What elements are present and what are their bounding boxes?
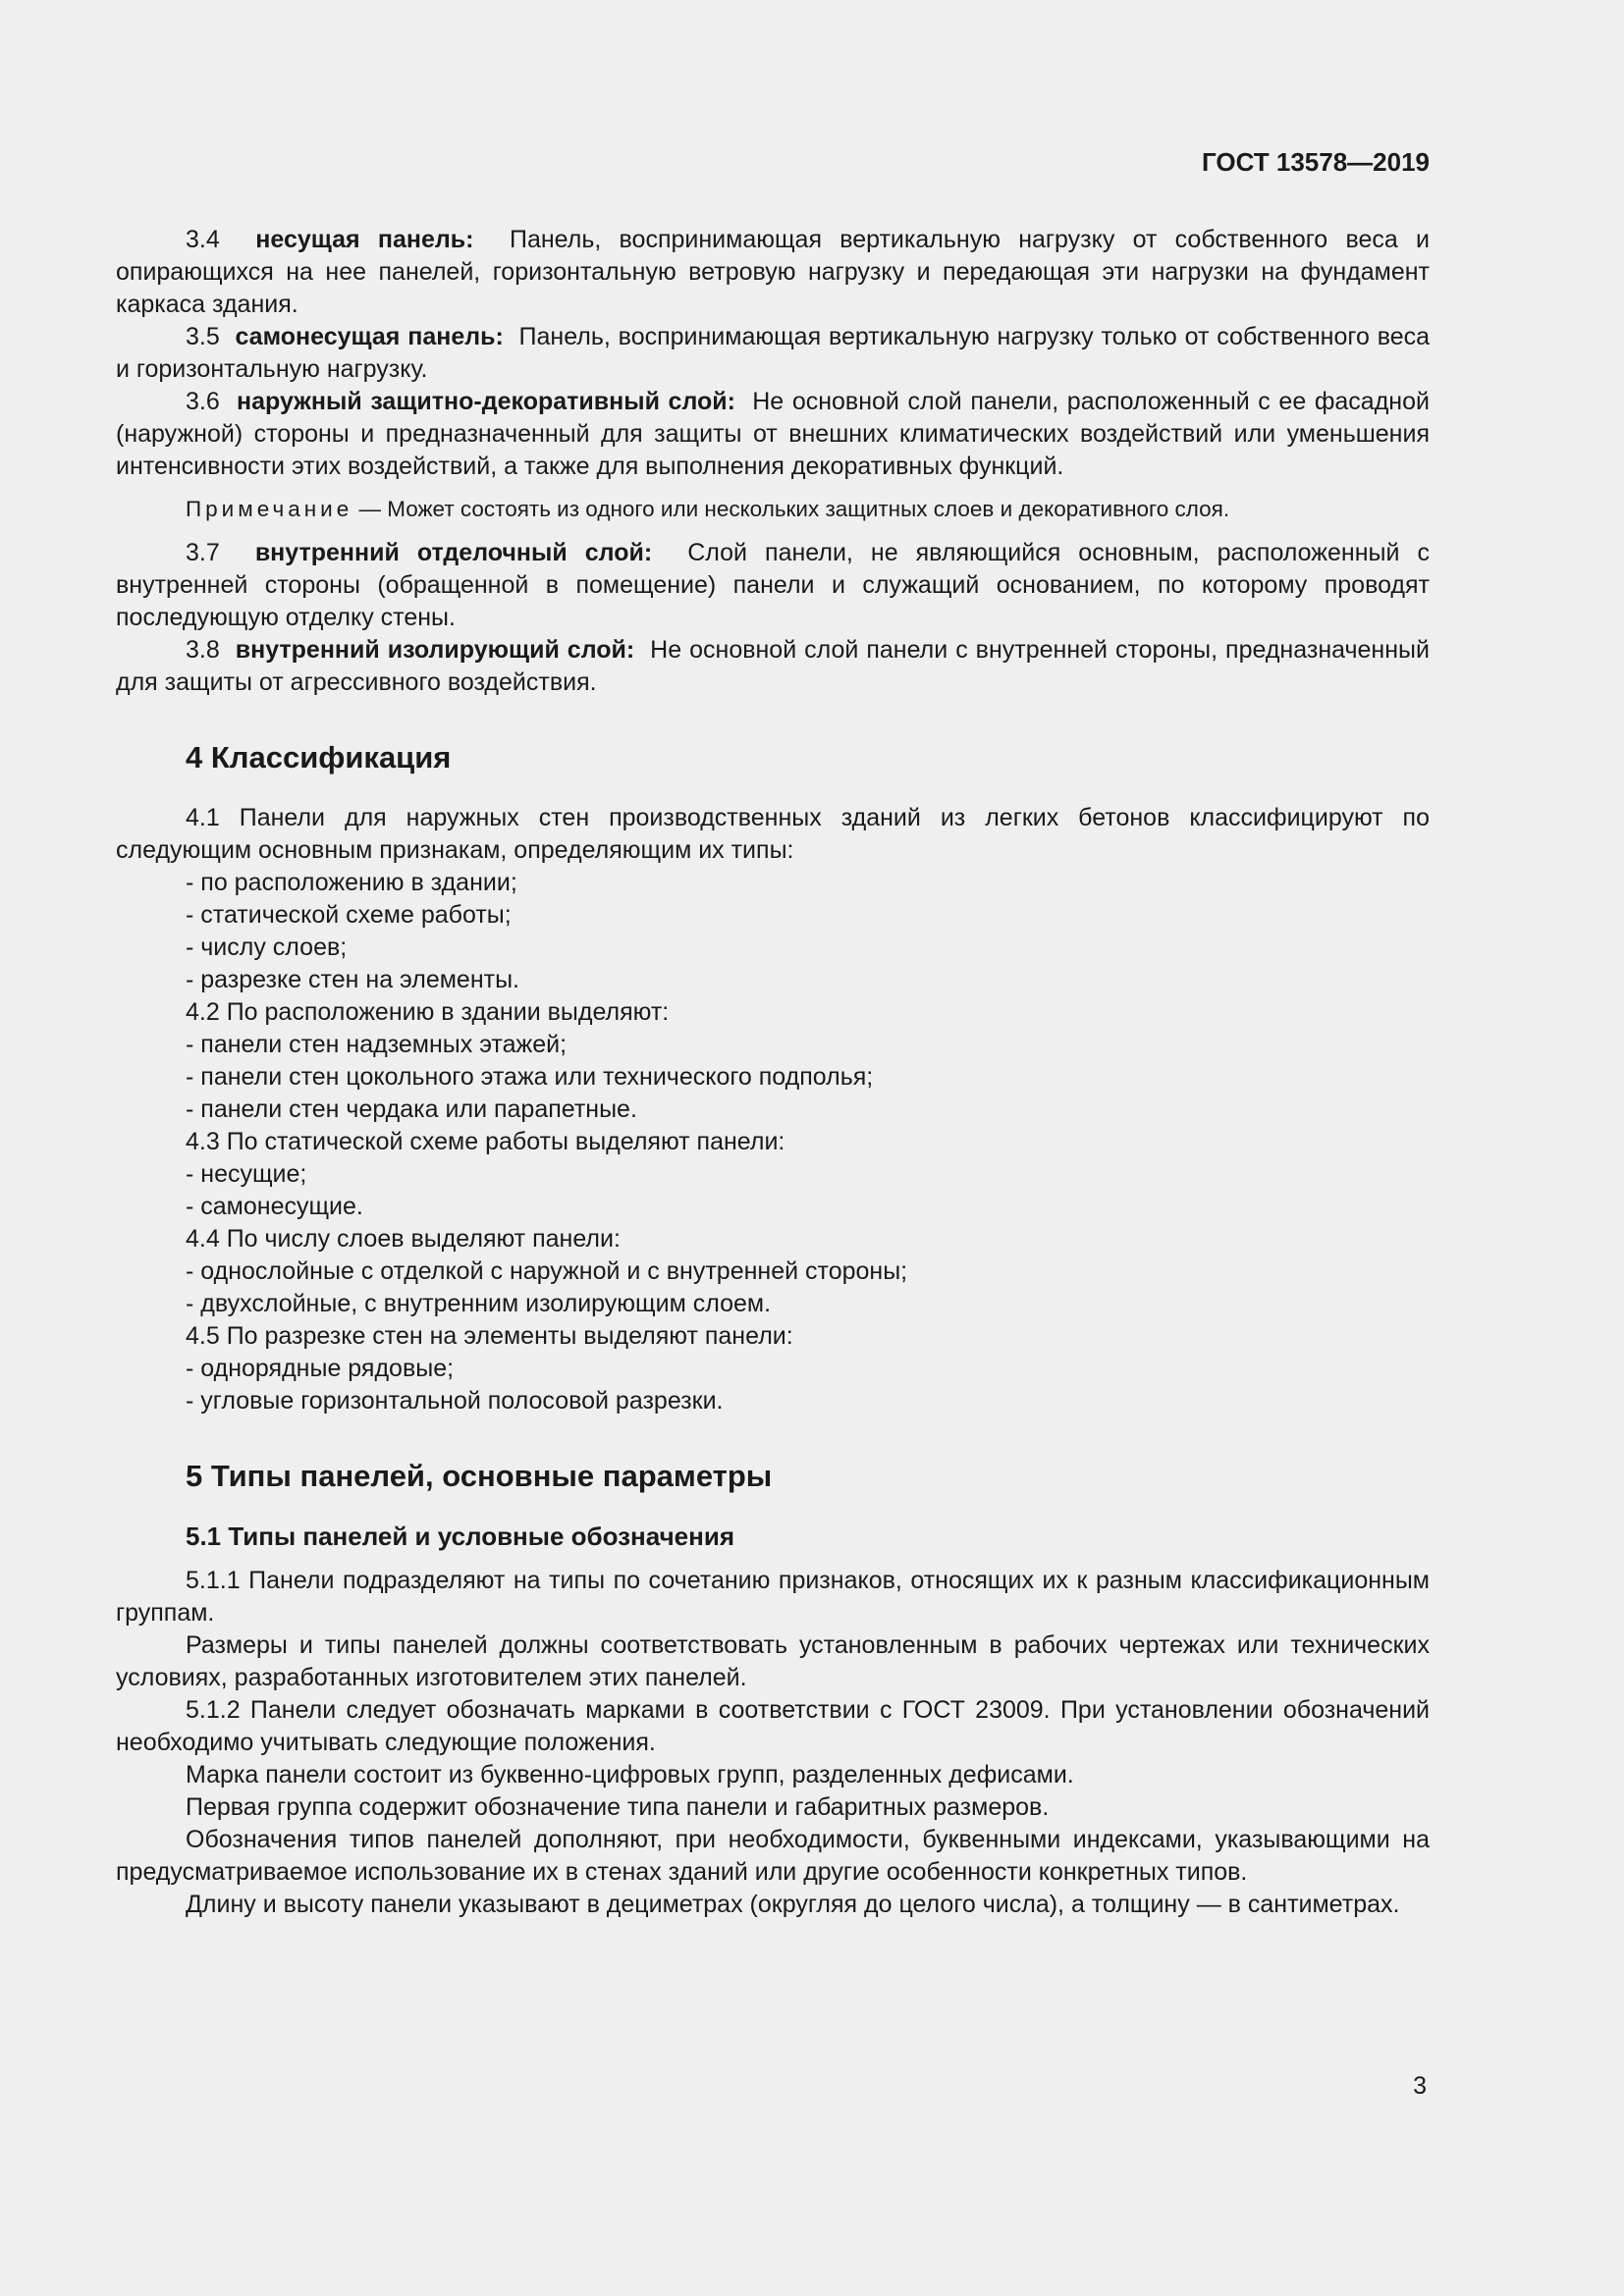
definition-3-5 — [116, 321, 1430, 386]
paragraph-4-4: 4.4 По числу слоев выделяют панели: — [186, 1225, 621, 1253]
paragraph-5-1-1: 5.1.1 Панели подразделяют на типы по сочетанию признаков, относящих их к разным классификационным группам. — [116, 1567, 1430, 1627]
list-item: - панели стен надземных этажей; — [116, 1029, 1430, 1061]
list-item: - однослойные с отделкой с наружной и с внутренней стороны; — [116, 1255, 1430, 1288]
section-4-heading: 4 Классификация — [186, 740, 452, 774]
def-num: 3.7 — [186, 539, 220, 566]
definition-3-7 — [116, 537, 1430, 634]
list-item: - панели стен чердака или парапетные. — [116, 1094, 1430, 1126]
def-text: Панель, воспринимающая вертикальную нагрузку только от собственного веса и горизонтальную нагрузку. — [116, 323, 1430, 383]
def-term: наружный защитно-декоративный слой: — [237, 388, 735, 415]
page-content — [116, 224, 1430, 1921]
document-code-header: ГОСТ 13578—2019 — [1202, 147, 1430, 177]
paragraph: Длину и высоту панели указывают в дециметрах (округляя до целого числа), а толщину — в сантиметрах. — [186, 1891, 1400, 1918]
def-term: самонесущая панель: — [235, 323, 504, 350]
list-item: - угловые горизонтальной полосовой разрезки. — [116, 1385, 1430, 1417]
list-item: - несущие; — [116, 1158, 1430, 1191]
def-num: 3.8 — [186, 636, 220, 664]
def-text: Не основной слой панели, расположенный с ее фасадной (наружной) стороны и предназначенный для защиты от внешних климатических воздействий или уменьшения интенсивности этих воздействий, а также для выполнения декоративных функций. — [116, 388, 1430, 480]
paragraph-5-1-2: 5.1.2 Панели следует обозначать марками в соответствии с ГОСТ 23009. При установлении обозначений необходимо учитывать следующие положения. — [116, 1696, 1430, 1756]
def-num: 3.6 — [186, 388, 220, 415]
paragraph-4-2: 4.2 По расположению в здании выделяют: — [186, 998, 670, 1026]
list-item: - статической схеме работы; — [116, 899, 1430, 932]
paragraph-4-1: 4.1 Панели для наружных стен производственных зданий из легких бетонов классифицируют по следующим основным признакам, определяющим их типы: — [116, 804, 1430, 864]
definition-3-8 — [116, 634, 1430, 699]
note-label: Примечание — [186, 497, 353, 521]
section-5-heading: 5 Типы панелей, основные параметры — [186, 1459, 773, 1493]
def-num: 3.5 — [186, 323, 220, 350]
def-text: Панель, воспринимающая вертикальную нагрузку от собственного веса и опирающихся на нее панелей, горизонтальную ветровую нагрузку и передающая эти нагрузки на фундамент каркаса здания. — [116, 226, 1430, 318]
paragraph: Марка панели состоит из буквенно-цифровых групп, разделенных дефисами. — [186, 1761, 1074, 1789]
note-text: — Может состоять из одного или нескольких защитных слоев и декоративного слоя. — [358, 497, 1230, 521]
list-item: - однорядные рядовые; — [116, 1353, 1430, 1385]
paragraph: Первая группа содержит обозначение типа панели и габаритных размеров. — [186, 1793, 1050, 1821]
paragraph-4-3: 4.3 По статической схеме работы выделяют панели: — [186, 1128, 785, 1155]
def-term: внутренний отделочный слой: — [254, 539, 653, 566]
def-num: 3.4 — [186, 226, 220, 253]
list-item: - панели стен цокольного этажа или технического подполья; — [116, 1061, 1430, 1094]
def-text: Не основной слой панели с внутренней стороны, предназначенный для защиты от агрессивного воздействия. — [116, 636, 1430, 696]
paragraph: Обозначения типов панелей дополняют, при необходимости, буквенными индексами, указывающими на предусматриваемое использование их в стенах зданий или другие особенности конкретных типов. — [116, 1826, 1430, 1886]
list-item: - самонесущие. — [116, 1191, 1430, 1223]
definition-3-4 — [116, 224, 1430, 321]
def-term: несущая панель: — [255, 226, 474, 253]
definition-3-6 — [116, 386, 1430, 483]
def-text: Слой панели, не являющийся основным, расположенный с внутренней стороны (обращенной в помещение) панели и служащий основанием, по которому проводят последующую отделку стены. — [116, 539, 1430, 631]
list-item: - разрезке стен на элементы. — [116, 964, 1430, 996]
list-item: - двухслойные, с внутренним изолирующим слоем. — [116, 1288, 1430, 1320]
list-item: - по расположению в здании; — [116, 867, 1430, 899]
paragraph: Размеры и типы панелей должны соответствовать установленным в рабочих чертежах или технических условиях, разработанных изготовителем этих панелей. — [116, 1631, 1430, 1691]
paragraph-4-5: 4.5 По разрезке стен на элементы выделяют панели: — [186, 1322, 793, 1350]
page-number: 3 — [1413, 2072, 1427, 2100]
list-item: - числу слоев; — [116, 932, 1430, 964]
note — [116, 493, 1430, 525]
def-term: внутренний изолирующий слой: — [235, 636, 635, 664]
subsection-5-1-heading: 5.1 Типы панелей и условные обозначения — [186, 1522, 734, 1551]
